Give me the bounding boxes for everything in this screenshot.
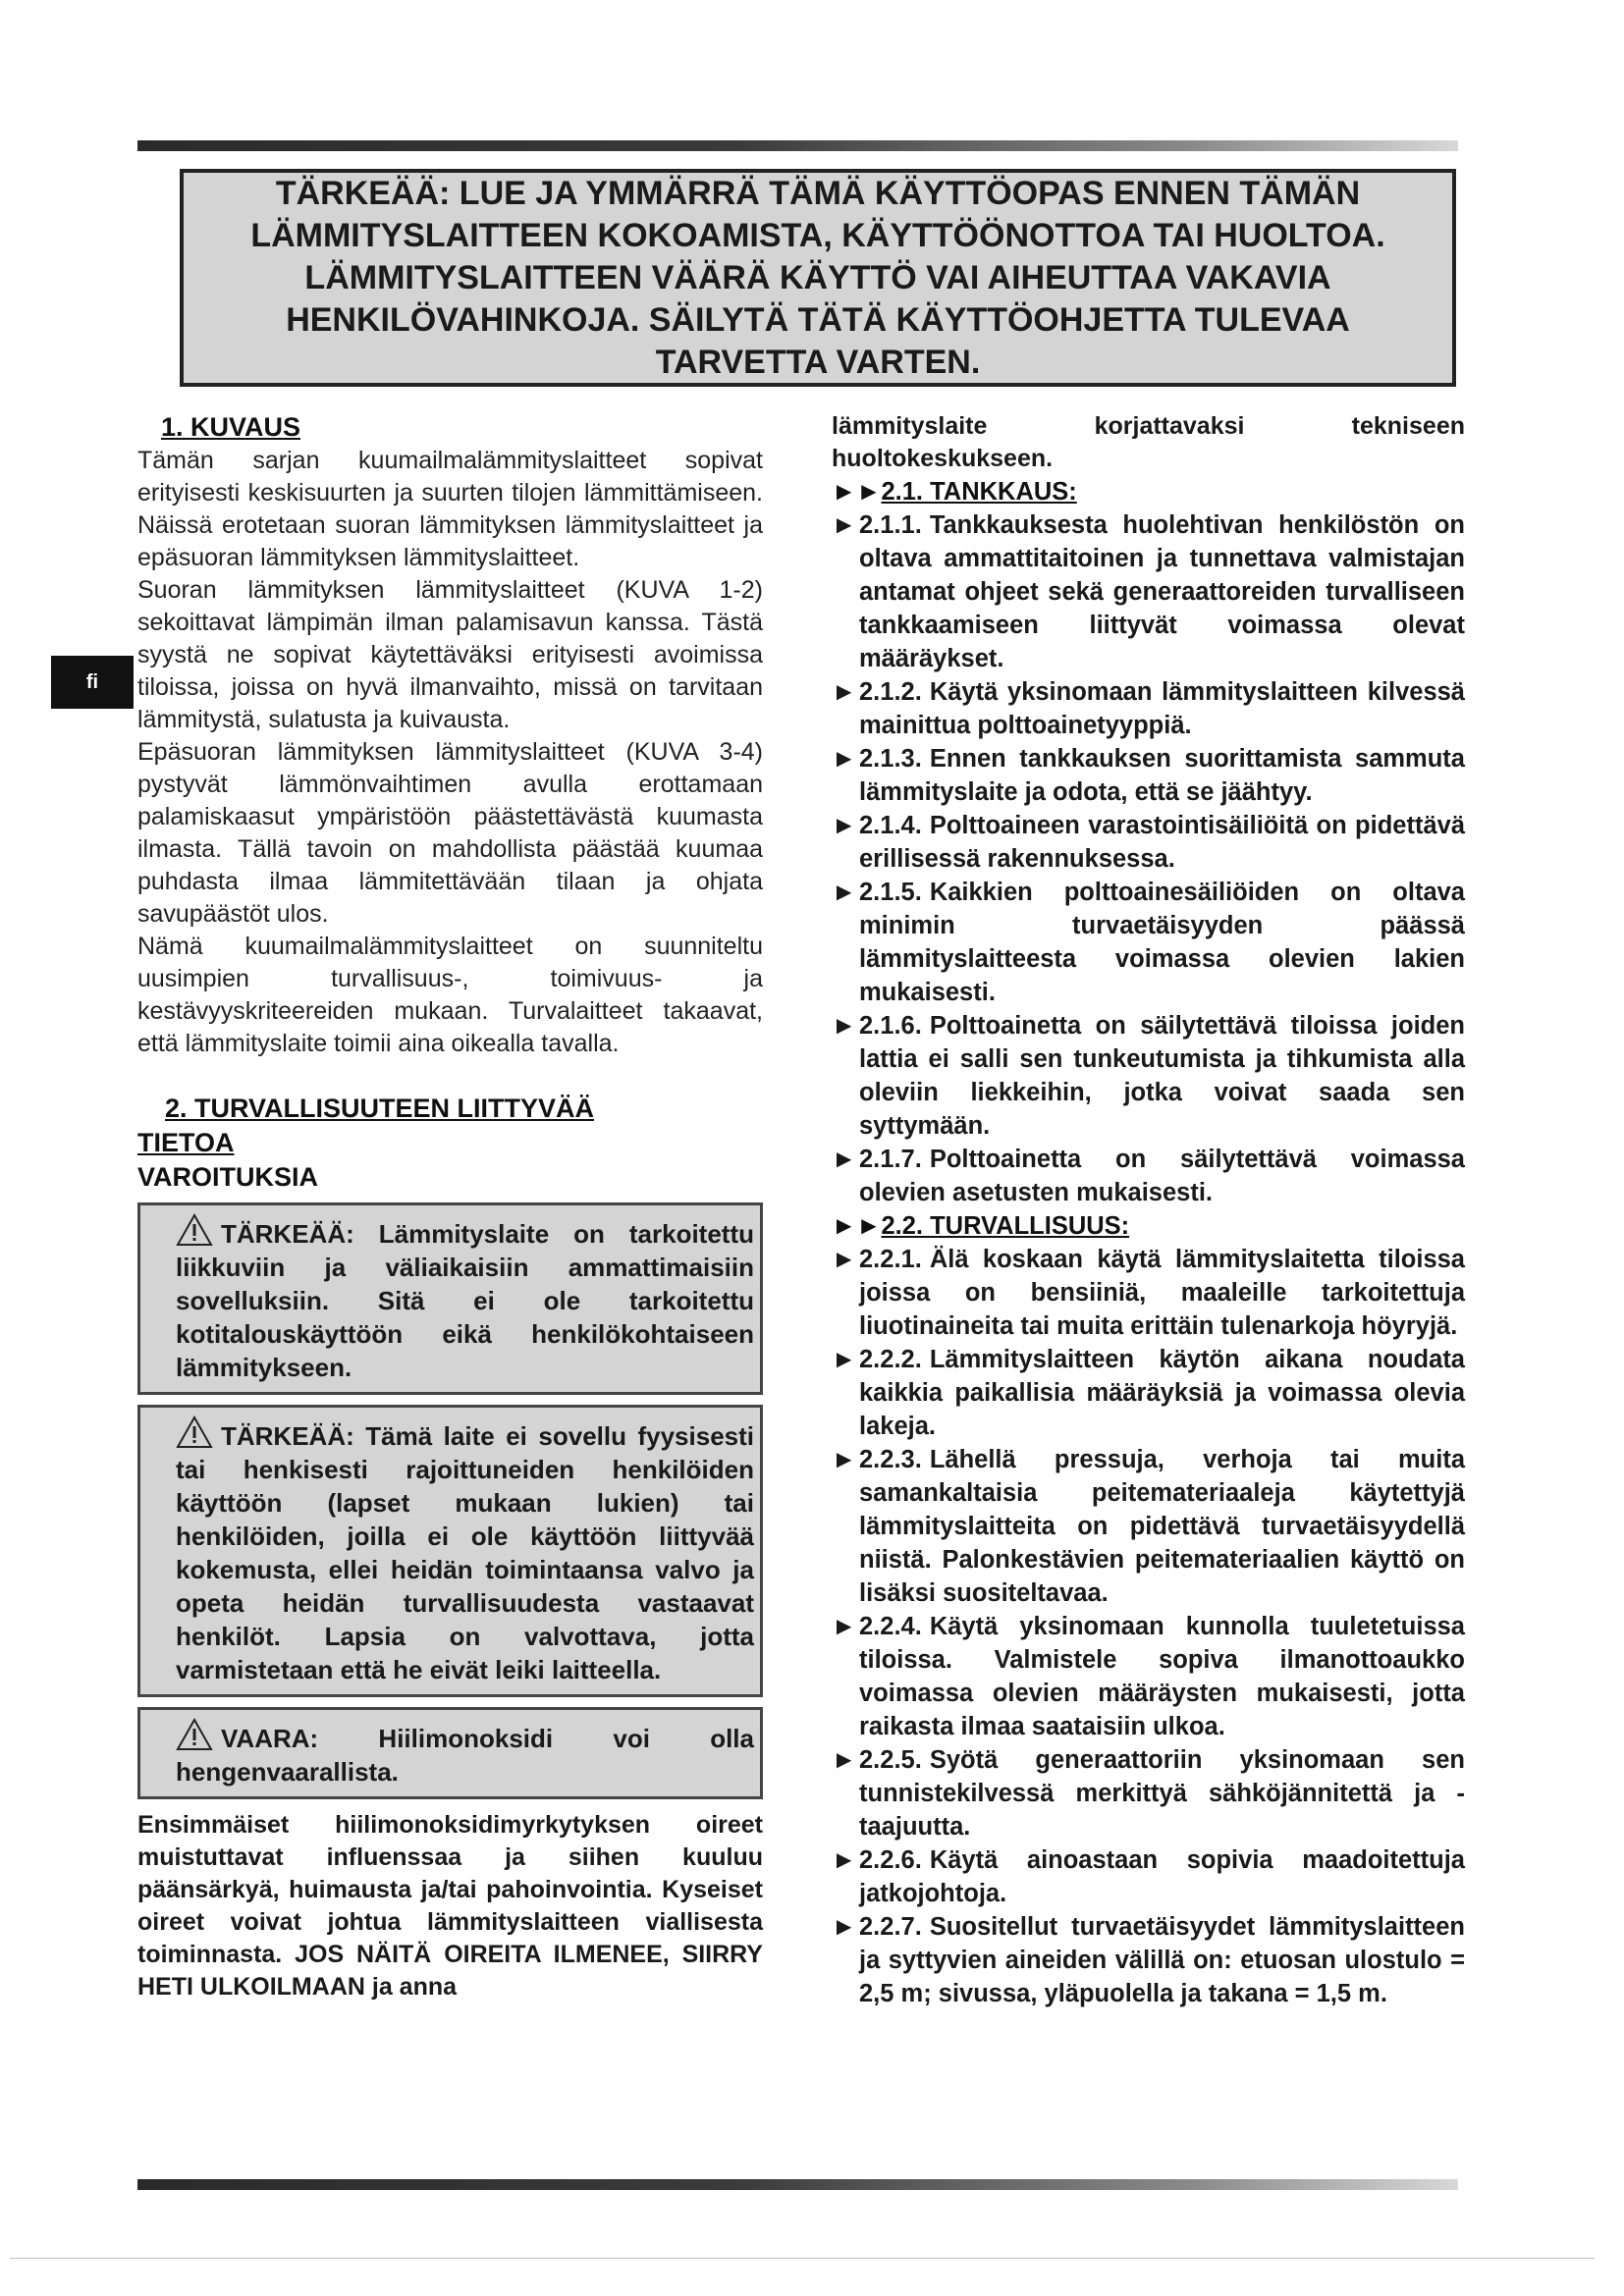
list-item: ► 2.2.7. Suositellut turvaetäisyydet lämmityslaitteen ja syttyvien aineiden välillä on: etuosan ulostulo = 2,5 m; sivussa, yläpuolella ja takana = 1,5 m.: [832, 1913, 1465, 2007]
section2-heading-line2: TIETOA: [137, 1128, 235, 1157]
notice-important-supervision: TÄRKEÄÄ: Tämä laite ei sovellu fyysisesti tai henkisesti rajoittuneiden henkilöiden käyttöön (lapset mukaan lukien) tai henkilöiden, joilla ei ole käyttöön liittyvää kokemusta, ellei heidän toimintaansa valvo ja opeta heidän turvallisuudesta vastaavat henkilöt. Lapsia on valvottava, jotta varmistetaan että he eivät leiki laitteella.: [137, 1405, 763, 1697]
notice-danger-carbon-monoxide: VAARA: Hiilimonoksidi voi olla hengenvaarallista.: [137, 1707, 763, 1799]
list-item: ► 2.1.5. Kaikkien polttoainesäiliöiden on oltava minimin turvaetäisyyden päässä lämmityslaitteesta voimassa olevien lakien mukaisesti.: [832, 879, 1465, 1006]
list-item: ► 2.1.6. Polttoainetta on säilytettävä tiloissa joiden lattia ei salli sen tunkeutumista ja tihkumista alla oleviin liekkeihin, jotka voivat saada sen syttymään.: [832, 1012, 1465, 1140]
language-tab: fi: [51, 656, 134, 709]
list-item: ► 2.2.4. Käytä yksinomaan kunnolla tuuletetuissa tiloissa. Valmistele sopiva ilmanottoaukko voimassa olevien määräysten mukaisesti, jotta raikasta ilmaa saataisiin ulkoa.: [832, 1613, 1465, 1740]
warning-triangle-icon: [176, 1415, 213, 1449]
list-item: ► 2.1.3. Ennen tankkauksen suorittamista sammuta lämmityslaite ja odota, että se jäähtyy.: [832, 745, 1465, 806]
notice-important-professional-use: TÄRKEÄÄ: Lämmityslaite on tarkoitettu liikkuviin ja väliaikaisiin ammattimaisiin sovelluksiin. Sitä ei ole tarkoitettu kotitalouskäyttöön eikä henkilökohtaiseen lämmitykseen.: [137, 1202, 763, 1395]
continuation-text: lämmityslaite korjattavaksi tekniseen huoltokeskukseen.: [832, 412, 1465, 472]
list-item: ► 2.1.4. Polttoaineen varastointisäiliöitä on pidettävä erillisessä rakennuksessa.: [832, 812, 1465, 873]
list-item: ► 2.1.2. Käytä yksinomaan lämmityslaitteen kilvessä mainittua polttoainetyyppiä.: [832, 678, 1465, 739]
banner-line-5: TARVETTA VARTEN.: [655, 343, 981, 381]
section2-heading: 2. TURVALLISUUTEEN LIITTYVÄÄ: [165, 1094, 595, 1123]
section1-heading: 1. KUVAUS: [161, 412, 301, 442]
list-item: ► 2.1.7. Polttoainetta on säilytettävä voimassa olevien asetusten mukaisesti.: [832, 1146, 1465, 1206]
banner-line-2: LÄMMITYSLAITTEEN KOKOAMISTA, KÄYTTÖÖNOTTOA TAI HUOLTOA.: [250, 216, 1385, 254]
right-column: [832, 410, 1465, 2010]
banner-line-1: TÄRKEÄÄ: LUE JA YMMÄRRÄ TÄMÄ KÄYTTÖOPAS ENNEN TÄMÄN: [275, 174, 1361, 212]
subsection-heading-refuelling: ►►2.1. TANKKAUS:: [832, 478, 1077, 506]
section1-paragraph: Epäsuoran lämmityksen lämmityslaitteet (KUVA 3-4) pystyvät lämmönvaihtimen avulla erottamaan palamiskaasut ympäristöön päästettävästä kuumasta ilmasta. Tällä tavoin on mahdollista päästää kuumaa puhdasta ilmaa lämmitettävään tilaan ja ohjata savupäästöt ulos.: [137, 738, 763, 928]
banner-line-3: LÄMMITYSLAITTEEN VÄÄRÄ KÄYTTÖ VAI AIHEUTTAA VAKAVIA: [304, 258, 1331, 296]
banner-line-4: HENKILÖVAHINKOJA. SÄILYTÄ TÄTÄ KÄYTTÖOHJETTA TULEVAA: [286, 300, 1350, 339]
subsection-heading-safety: ►►2.2. TURVALLISUUS:: [832, 1212, 1130, 1240]
list-item: ► 2.2.6. Käytä ainoastaan sopivia maadoitettuja jatkojohtoja.: [832, 1846, 1465, 1907]
footer-divider: [10, 2258, 1595, 2259]
list-item: ► 2.2.3. Lähellä pressuja, verhoja tai muita samankaltaisia peitemateriaaleja käytettyjä lämmityslaitteita on pidettävä turvaetäisyydellä niistä. Palonkestävien peitemateriaalien käyttö on lisäksi suositeltavaa.: [832, 1446, 1465, 1607]
section2-subheading: VAROITUKSIA: [137, 1162, 319, 1192]
section1-paragraph: Tämän sarjan kuumailmalämmityslaitteet sopivat erityisesti keskisuurten ja suurten tilojen lämmittämiseen. Näissä erotetaan suoran lämmityksen lämmityslaitteet ja epäsuoran lämmityksen lämmityslaitteet.: [137, 447, 763, 571]
list-item: ► 2.1.1. Tankkauksesta huolehtivan henkilöstön on oltava ammattitaitoinen ja tunnettava valmistajan antamat ohjeet sekä generaattoreiden turvalliseen tankkaamiseen liittyvät voimassa olevat määräykset.: [832, 511, 1465, 672]
section1-paragraph: Nämä kuumailmalämmityslaitteet on suunniteltu uusimpien turvallisuus-, toimivuus- ja kestävyyskriteereiden mukaan. Turvalaitteet takaavat, että lämmityslaite toimii aina oikealla tavalla.: [137, 933, 763, 1057]
carbon-monoxide-paragraph: Ensimmäiset hiilimonoksidimyrkytyksen oireet muistuttavat influenssaa ja siihen kuuluu päänsärkyä, huimausta ja/tai pahoinvointia. Kyseiset oireet voivat johtua lämmityslaitteen viallisesta toiminnasta. JOS NÄITÄ OIREITA ILMENEE, SIIRRY HETI ULKOILMAAN ja anna: [137, 1811, 763, 2001]
important-warning-banner: [180, 169, 1456, 387]
list-item: ► 2.2.5. Syötä generaattoriin yksinomaan sen tunnistekilvessä merkittyä sähköjännitettä ja -taajuutta.: [832, 1746, 1465, 1841]
warning-triangle-icon: [176, 1718, 213, 1751]
section1-paragraph: Suoran lämmityksen lämmityslaitteet (KUVA 1-2) sekoittavat lämpimän ilman palamisavun kanssa. Tästä syystä ne sopivat käytettäväksi erityisesti avoimissa tiloissa, joissa on hyvä ilmanvaihto, missä on tarvitaan lämmitystä, sulatusta ja kuivausta.: [137, 576, 763, 733]
bottom-rule: [137, 2179, 1458, 2190]
left-column: [137, 410, 763, 2003]
top-rule: [137, 140, 1458, 151]
list-item: ► 2.2.1. Älä koskaan käytä lämmityslaitetta tiloissa joissa on bensiiniä, maaleille tarkoitettuja liuotinaineita tai muita erittäin tulenarkoja höyryjä.: [832, 1246, 1465, 1340]
list-item: ► 2.2.2. Lämmityslaitteen käytön aikana noudata kaikkia paikallisia määräyksiä ja voimassa olevia lakeja.: [832, 1346, 1465, 1440]
warning-triangle-icon: [176, 1213, 213, 1247]
